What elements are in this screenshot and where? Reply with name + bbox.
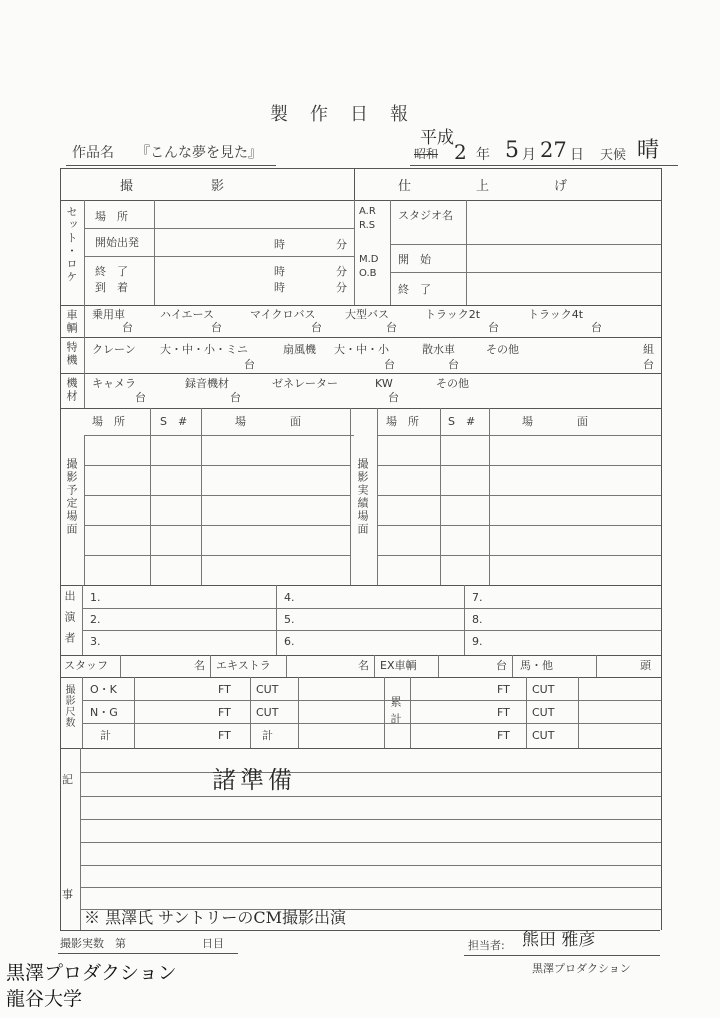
report-title: 製 作 日 報 <box>270 104 410 125</box>
cumulative-cut-1: CUT <box>532 683 555 696</box>
equip-sound-unit: 台 <box>230 391 241 404</box>
vehicle-unit-3: 台 <box>311 321 322 334</box>
month-handwritten: 5 <box>505 138 519 163</box>
year-handwritten: 2 <box>454 140 467 164</box>
equipment-label: 機材 <box>65 377 78 403</box>
footage-ok-label: O・K <box>90 683 117 696</box>
footage-ng-label: N・G <box>90 706 118 719</box>
set-loke-vertical-label: セット・ロケ <box>65 206 78 284</box>
vehicle-unit-5: 台 <box>488 321 499 334</box>
form-border-top <box>60 168 662 169</box>
rs-label: R.S <box>359 220 376 231</box>
equip-kw: KW <box>375 377 393 390</box>
vehicle-large-bus: 大型バス <box>345 308 389 321</box>
sprinkler-unit: 台 <box>448 358 459 371</box>
footage-total-sum: 計 <box>262 729 273 742</box>
notes-handwritten-main: 諸準備 <box>212 766 296 794</box>
ar-label: A.R <box>359 206 376 217</box>
equip-generator: ゼネレーター <box>272 377 338 390</box>
cast-slot-5: 5. <box>284 613 295 626</box>
planned-scenes-label: 撮影予定場面 <box>65 458 78 536</box>
fan-label: 扇風機 <box>283 343 316 356</box>
person-in-charge-label: 担当者: <box>468 939 505 952</box>
actual-place-header: 場 所 <box>386 415 419 428</box>
day-handwritten: 27 <box>540 138 567 162</box>
cumulative-cut-3: CUT <box>532 729 555 742</box>
shoot-section-header: 撮 影 <box>120 179 225 194</box>
equip-camera: キャメラ <box>92 377 136 390</box>
cast-slot-9: 9. <box>472 635 483 648</box>
cast-slot-8: 8. <box>472 613 483 626</box>
start-minute-unit: 分 <box>336 238 347 251</box>
notes-label-top: 記 <box>62 773 73 786</box>
vehicle-unit-1: 台 <box>122 321 133 334</box>
arrive-hour-unit: 時 <box>274 281 285 294</box>
company-name: 黒澤プロダクション <box>532 962 631 975</box>
special-other-label: その他 <box>486 343 519 356</box>
notes-label-bottom: 事 <box>62 888 73 901</box>
horse-other-label: 馬・他 <box>520 659 553 672</box>
day-label: 日 <box>570 147 584 163</box>
vehicle-hiace: ハイエース <box>160 308 215 321</box>
fan-sizes: 大・中・小 <box>334 343 389 356</box>
work-title-label: 作品名 <box>72 145 114 161</box>
equip-other: その他 <box>436 377 469 390</box>
cast-slot-1: 1. <box>90 591 101 604</box>
form-border-right <box>661 168 662 930</box>
ob-label: O.B <box>359 268 377 279</box>
shoot-days-label: 撮影実数 第 <box>60 937 126 950</box>
start-depart-label: 開始出発 <box>95 236 139 249</box>
crane-sizes: 大・中・小・ミニ <box>160 343 248 356</box>
studio-name-label: スタジオ名 <box>398 209 453 222</box>
vehicles-label: 車輌 <box>65 309 78 335</box>
cumulative-cut-2: CUT <box>532 706 555 719</box>
footage-ok-cut: CUT <box>256 683 279 696</box>
vehicle-microbus: マイクロバス <box>250 308 316 321</box>
era-printed: 昭和 <box>414 147 439 161</box>
month-label: 月 <box>522 147 536 163</box>
vehicle-unit-2: 台 <box>211 321 222 334</box>
cumulative-label: 累計 <box>389 696 402 730</box>
vehicle-truck-2t: トラック2t <box>425 308 481 321</box>
place-label: 場 所 <box>95 210 128 223</box>
cast-slot-3: 3. <box>90 635 101 648</box>
shoot-days-unit: 日目 <box>202 937 224 950</box>
footage-ok-ft: FT <box>218 683 231 696</box>
cast-slot-2: 2. <box>90 613 101 626</box>
planned-scene-header: 場 面 <box>235 415 301 428</box>
year-label: 年 <box>476 147 490 163</box>
credit-line-1: 黒澤プロダクション <box>6 962 177 984</box>
finish-label: 終 了 <box>398 283 431 296</box>
staff-unit: 名 <box>194 659 205 672</box>
extra-unit: 名 <box>358 659 369 672</box>
staff-label: スタッフ <box>64 659 108 672</box>
md-label: M.D <box>359 254 379 265</box>
head-unit: 頭 <box>640 659 651 672</box>
arrive-minute-unit: 分 <box>336 281 347 294</box>
form-border-left <box>60 168 61 930</box>
person-in-charge-handwritten: 熊田 雅彦 <box>522 930 596 950</box>
finish-section-header: 仕 上 げ <box>398 179 568 194</box>
equip-sound: 録音機材 <box>185 377 229 390</box>
start-label: 開 始 <box>398 253 431 266</box>
actual-scene-header: 場 面 <box>522 415 588 428</box>
actual-scenes-label: 撮影実績場面 <box>356 458 369 536</box>
vehicle-unit-6: 台 <box>591 321 602 334</box>
crane-unit: 台 <box>244 358 255 371</box>
cumulative-ft-3: FT <box>497 729 510 742</box>
credit-line-2: 龍谷大学 <box>6 988 83 1010</box>
weather-handwritten: 晴 <box>637 138 660 163</box>
start-hour-unit: 時 <box>274 238 285 251</box>
planned-place-header: 場 所 <box>92 415 125 428</box>
footage-label: 撮影尺数 <box>63 684 74 728</box>
vehicle-car: 乗用車 <box>92 308 125 321</box>
equip-kw-unit: 台 <box>388 391 399 404</box>
end-label: 終 了 <box>95 265 128 278</box>
cumulative-ft-2: FT <box>497 706 510 719</box>
planned-scene-no-header: S # <box>160 415 188 428</box>
special-equipment-label: 特機 <box>65 341 78 367</box>
crane-label: クレーン <box>92 343 136 356</box>
footage-total-ft: FT <box>218 729 231 742</box>
work-title-value: 『こんな夢を見た』 <box>136 145 262 161</box>
sprinkler-label: 散水車 <box>422 343 455 356</box>
special-other-unit: 台 <box>643 358 654 371</box>
weather-label: 天候 <box>600 148 627 163</box>
extra-label: エキストラ <box>216 659 271 672</box>
footage-ng-cut: CUT <box>256 706 279 719</box>
special-set-unit: 組 <box>643 343 654 356</box>
end-minute-unit: 分 <box>336 265 347 278</box>
ex-vehicle-label: EX車輌 <box>380 659 417 672</box>
actual-scene-no-header: S # <box>448 415 476 428</box>
footage-ng-ft: FT <box>218 706 231 719</box>
footage-total-label: 計 <box>100 729 111 742</box>
vehicle-truck-4t: トラック4t <box>528 308 584 321</box>
fan-unit: 台 <box>384 358 395 371</box>
cast-slot-7: 7. <box>472 591 483 604</box>
era-handwritten: 平成 <box>420 128 454 148</box>
arrive-label: 到 着 <box>95 281 128 294</box>
vehicle-unit-4: 台 <box>386 321 397 334</box>
cumulative-ft-1: FT <box>497 683 510 696</box>
cast-slot-6: 6. <box>284 635 295 648</box>
ex-vehicle-unit: 台 <box>496 659 507 672</box>
cast-slot-4: 4. <box>284 591 295 604</box>
cast-label: 出演者 <box>63 590 76 653</box>
notes-handwritten-note: ※ 黒澤氏 サントリーのCM撮影出演 <box>84 908 346 927</box>
end-hour-unit: 時 <box>274 265 285 278</box>
equip-camera-unit: 台 <box>135 391 146 404</box>
